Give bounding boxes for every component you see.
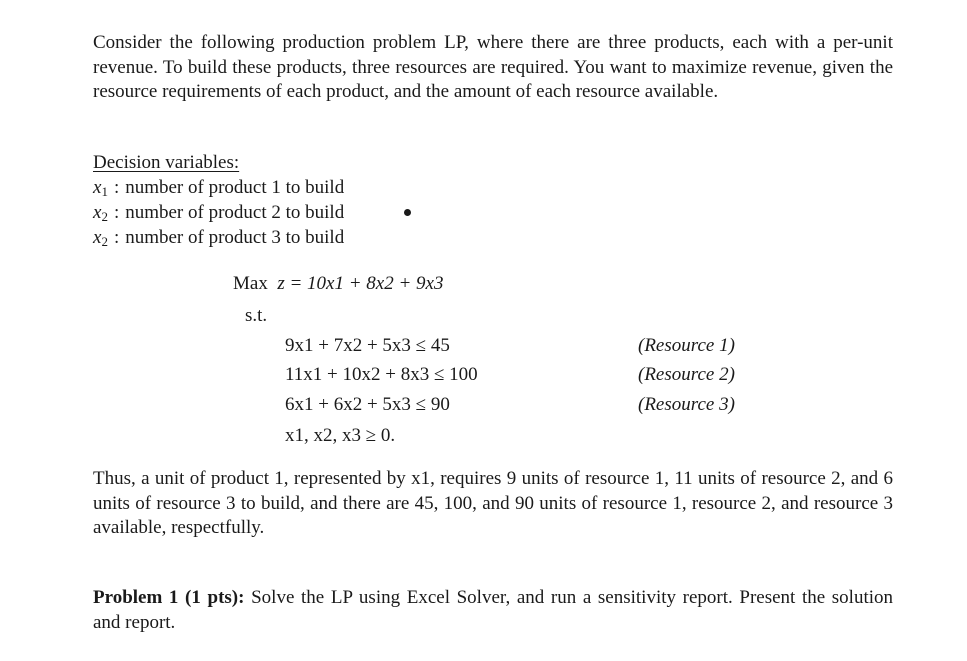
decision-variable-x2: $x_2$ : number of product 2 to build [93,202,345,224]
max-label: Max [233,273,268,294]
constraint-label-resource-2: (Resource 2) [638,364,735,385]
var-subscript: 1 [101,184,108,199]
decision-variable-x1: $x_1$ : number of product 1 to build [93,177,345,199]
constraint-resource-2: 11x1 + 10x2 + 8x3 ≤ 100 [285,364,478,385]
constraint-resource-3: 6x1 + 6x2 + 5x3 ≤ 90 [285,394,450,415]
var-description: number of product 1 to build [125,177,345,198]
closing-paragraph: Thus, a unit of product 1, represented by x1, requires 9 units of resource 1, 11 units of resource 2, and 6 units of resource 3 to build, and there are 45, 100, and 90 units of resource 1, resource 2, and resource 3 available, respectfully. [93,468,893,538]
var-subscript: 2 [101,234,108,249]
problem-title: Problem 1 (1 pts): [93,587,245,608]
bullet-dot-icon [404,209,411,216]
constraint-label-resource-3: (Resource 3) [638,394,735,415]
var-description: number of product 2 to build [125,202,345,223]
problem-text: Solve the LP using Excel Solver, and run a sensitivity report. Present the solution and report. [93,587,894,633]
subject-to-label: s.t. [245,305,268,326]
nonnegativity-constraint: x1, x2, x3 ≥ 0. [285,425,396,446]
decision-variable-x3: $x_2$ : number of product 3 to build [93,227,345,249]
objective-line [233,273,444,295]
var-description: number of product 3 to build [125,227,345,248]
objective-function: z = 10x1 + 8x2 + 9x3 [277,273,444,294]
constraint-label-resource-1: (Resource 1) [638,335,735,356]
var-symbol: x [93,202,102,223]
intro-paragraph: Consider the following production problem LP, where there are three products, each with a per-unit revenue. To build these products, three resources are required. You want to maximize revenue, given the resource requirements of each product, and the amount of each resource available. [93,32,893,102]
var-symbol: x [93,227,102,248]
var-symbol: x [93,177,102,198]
decision-variables-heading: Decision variables: [93,152,240,173]
problem-statement [93,586,893,635]
var-subscript: 2 [101,209,108,224]
constraint-resource-1: 9x1 + 7x2 + 5x3 ≤ 45 [285,335,450,356]
